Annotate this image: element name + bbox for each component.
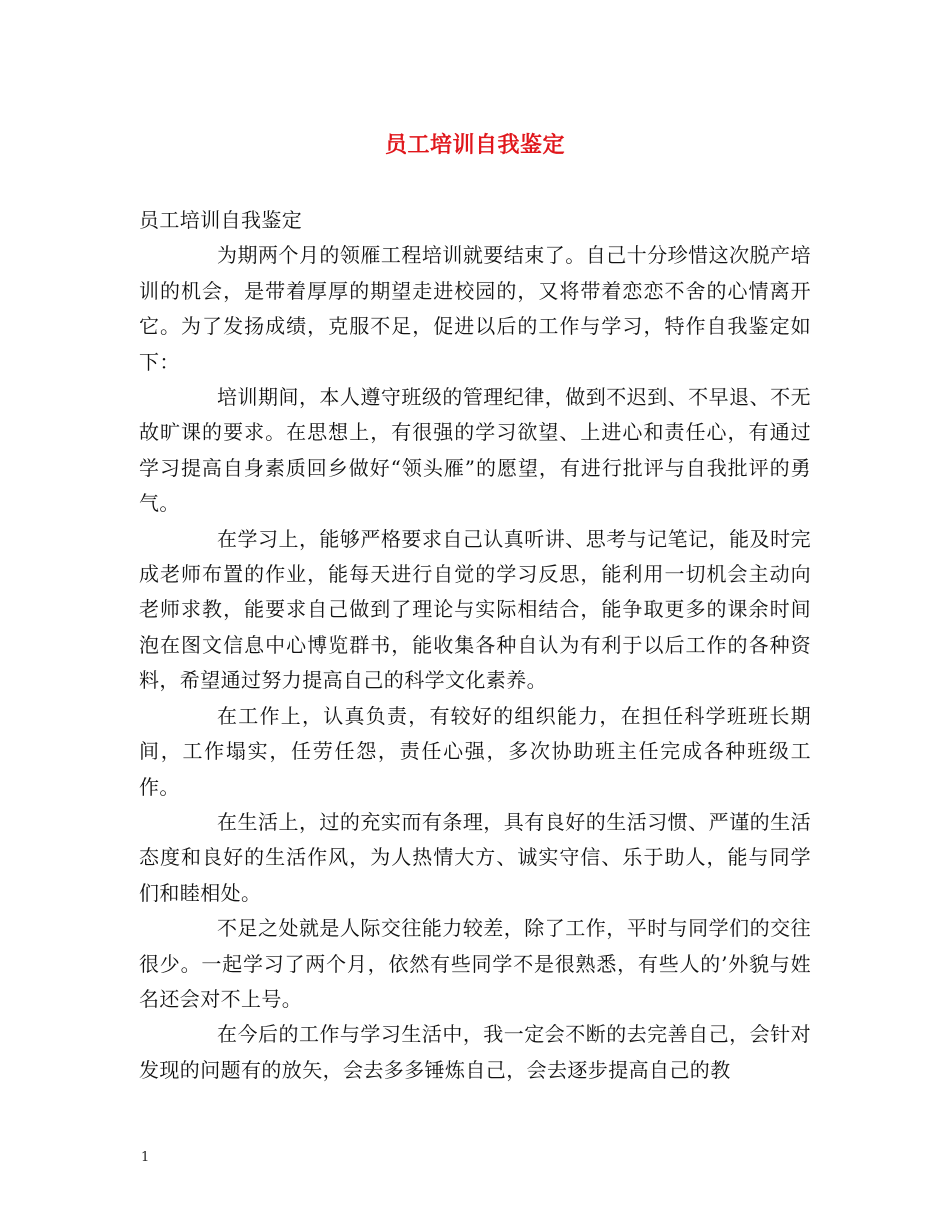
paragraph-shortcomings: 不足之处就是人际交往能力较差，除了工作，平时与同学们的交往很少。一起学习了两个月，依然有些同学不是很熟悉，有些人的’外貌与姓名还会对不上号。: [139, 916, 811, 1011]
paragraph-intro: 为期两个月的领雁工程培训就要结束了。自己十分珍惜这次脱产培训的机会，是带着厚厚的期望走进校园的，又将带着恋恋不舍的心情离开它。为了发扬成绩，克服不足，促进以后的工作与学习，特作自我鉴定如下：: [139, 243, 811, 374]
paragraph-future: 在今后的工作与学习生活中，我一定会不断的去完善自己，会针对发现的问题有的放矢，会去多多锤炼自己，会去逐步提高自己的教: [139, 1022, 811, 1082]
paragraph-study: 在学习上，能够严格要求自己认真听讲、思考与记笔记，能及时完成老师布置的作业，能每天进行自觉的学习反思，能利用一切机会主动向老师求教，能要求自己做到了理论与实际相结合，能争取更多的课余时间泡在图文信息中心博览群书，能收集各种自认为有利于以后工作的各种资料，希望通过努力提高自己的科学文化素养。: [139, 526, 811, 693]
paragraph-training-period: 培训期间，本人遵守班级的管理纪律，做到不迟到、不早退、不无故旷课的要求。在思想上，有很强的学习欲望、上进心和责任心，有通过学习提高自身素质回乡做好“领头雁”的愿望，有进行批评与自我批评的勇气。: [139, 385, 811, 516]
document-body: [139, 203, 811, 1088]
document-title: 员工培训自我鉴定: [384, 132, 565, 158]
page-number: 1: [141, 1150, 150, 1165]
paragraph-work: 在工作上，认真负责，有较好的组织能力，在担任科学班班长期间，工作塌实，任劳任怨，责任心强，多次协助班主任完成各种班级工作。: [139, 703, 811, 799]
document-heading: 员工培训自我鉴定: [139, 208, 303, 232]
paragraph-life: 在生活上，过的充实而有条理，具有良好的生活习惯、严谨的生活态度和良好的生活作风，为人热情大方、诚实守信、乐于助人，能与同学们和睦相处。: [139, 809, 811, 905]
